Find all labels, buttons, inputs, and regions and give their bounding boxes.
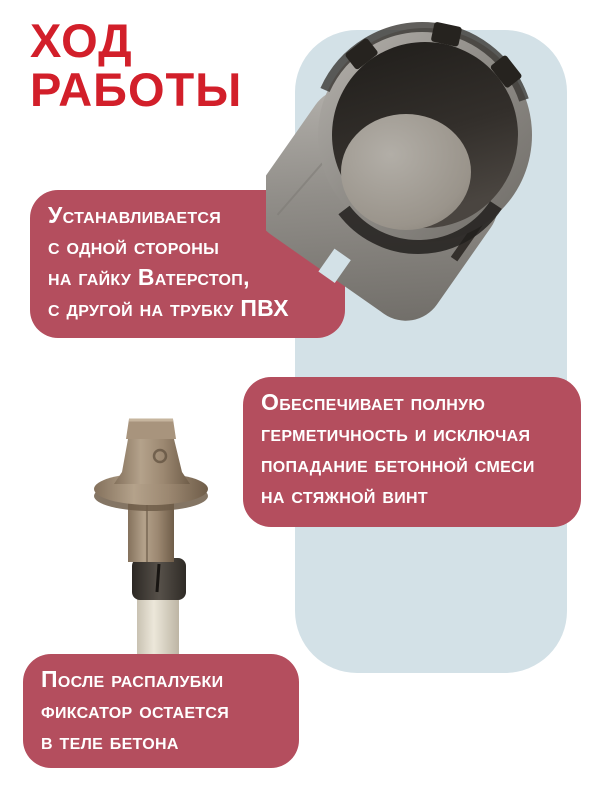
- callout-seal-line-2: герметичность и исключая: [261, 420, 531, 446]
- title-line-1: ХОД: [30, 14, 133, 67]
- title-line-2: РАБОТЫ: [30, 63, 243, 116]
- waterstop-fixator-anchor-photo: [70, 392, 240, 692]
- callout-remains-line-3: в теле бетона: [41, 728, 179, 754]
- anchor-collar-slit: [157, 564, 159, 592]
- anchor-nut-body: [114, 439, 190, 484]
- callout-seal-line-4: на стяжной винт: [261, 482, 428, 508]
- pvc-sleeve-coupling-photo: [266, 0, 580, 344]
- callout-remains-line-2: фиксатор остается: [41, 697, 230, 723]
- callout-remains: [23, 654, 299, 768]
- callout-install-line-1: Устанавливается: [48, 202, 222, 228]
- page-title: [30, 16, 242, 114]
- callout-seal-line-1: Обеспечивает полную: [261, 389, 486, 415]
- callout-install-line-3: на гайку Ватерстоп,: [48, 264, 250, 290]
- callout-remains-line-1: После распалубки: [41, 666, 224, 692]
- callout-seal-line-3: попадание бетонной смеси: [261, 451, 535, 477]
- anchor-top-boss: [126, 419, 176, 439]
- callout-seal: [243, 377, 581, 527]
- sleeve-bore: [341, 114, 471, 230]
- callout-install-line-4: с другой на трубку ПВХ: [48, 295, 289, 321]
- callout-install-line-2: с одной стороны: [48, 233, 220, 259]
